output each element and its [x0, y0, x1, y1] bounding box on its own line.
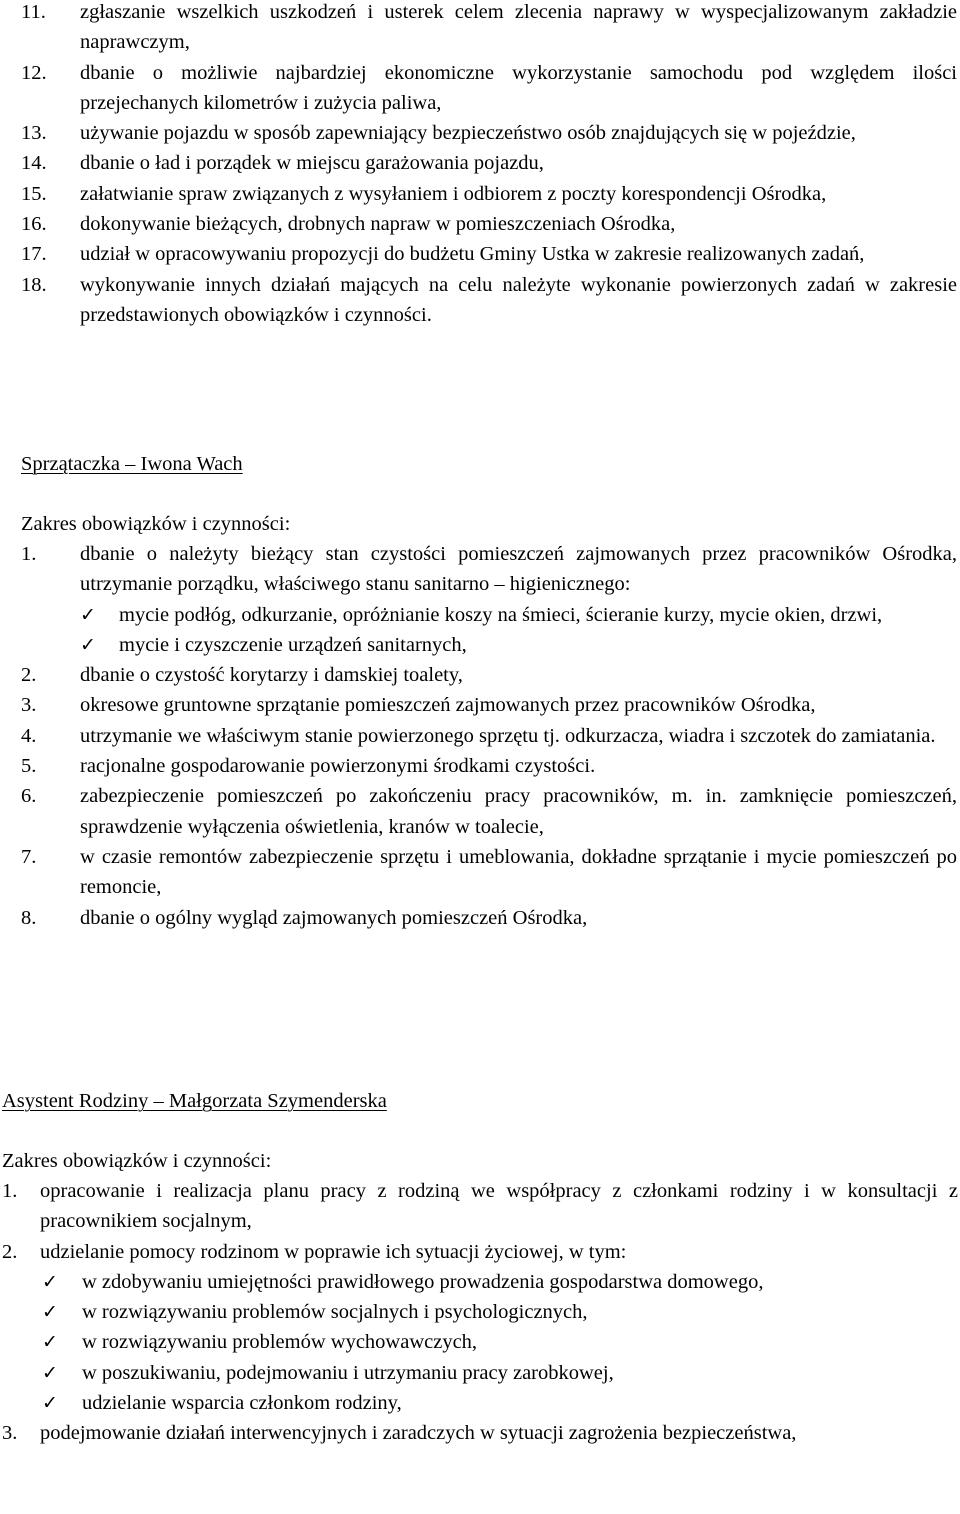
item-number: 3.	[21, 694, 37, 717]
section-heading-assistant: Asystent Rodziny – Małgorzata Szymenderska	[2, 1090, 387, 1112]
list-item	[2, 1418, 958, 1448]
sub-list-item	[2, 1327, 958, 1357]
check-icon: ✓	[42, 1301, 58, 1324]
scope-label: Zakres obowiązków i czynności:	[21, 513, 291, 535]
item-number: 5.	[21, 755, 37, 778]
item-number: 2.	[2, 1240, 18, 1263]
check-icon: ✓	[42, 1392, 58, 1415]
item-number: 7.	[21, 845, 37, 868]
item-text: dbanie o ogólny wygląd zajmowanych pomieszczeń Ośrodka,	[80, 906, 588, 929]
sub-item-text: w rozwiązywaniu problemów socjalnych i psychologicznych,	[82, 1301, 588, 1324]
sub-list-item	[79, 600, 956, 630]
list-item	[21, 270, 957, 331]
list-item	[21, 690, 957, 720]
item-number: 11.	[21, 1, 46, 23]
sub-item-text: w zdobywaniu umiejętności prawidłowego prowadzenia gospodarstwa domowego,	[82, 1270, 764, 1293]
sub-list-item	[2, 1358, 958, 1388]
cleaner-duties-list	[21, 539, 957, 933]
item-number: 6.	[21, 785, 37, 808]
list-item	[21, 0, 957, 58]
item-number: 14.	[21, 152, 47, 175]
assistant-duties-list	[2, 1176, 958, 1449]
list-item	[21, 903, 957, 933]
item-number: 18.	[21, 273, 47, 296]
item-text: opracowanie i realizacja planu pracy z rodziną we współpracy z członkami rodziny i w konsultacji z pracownikiem socjalnym,	[40, 1180, 958, 1233]
section-heading-cleaner: Sprzątaczka – Iwona Wach	[21, 453, 243, 475]
item-text: zabezpieczenie pomieszczeń po zakończeniu pracy pracowników, m. in. zamknięcie pomieszczeń, sprawdzenie wyłączenia oświetlenia, kranów w toalecie,	[80, 785, 957, 838]
sub-list	[80, 600, 957, 661]
item-number: 12.	[21, 61, 47, 84]
list-item	[2, 1176, 958, 1237]
sub-list-item	[2, 1297, 958, 1327]
item-number: 1.	[21, 543, 37, 565]
item-text: racjonalne gospodarowanie powierzonymi środkami czystości.	[80, 755, 596, 778]
list-item	[21, 539, 957, 660]
item-text: okresowe gruntowne sprzątanie pomieszczeń zajmowanych przez pracowników Ośrodka,	[80, 694, 816, 717]
sub-item-text: w rozwiązywaniu problemów wychowawczych,	[82, 1331, 478, 1354]
item-text: w czasie remontów zabezpieczenie sprzętu i umeblowania, dokładne sprzątanie i mycie pomieszczeń po remoncie,	[80, 845, 957, 899]
item-number: 2.	[21, 664, 37, 687]
sub-item-text: mycie i czyszczenie urządzeń sanitarnych,	[119, 633, 467, 656]
list-item	[21, 209, 957, 239]
sub-item-text: mycie podłóg, odkurzanie, opróżnianie koszy na śmieci, ścieranie kurzy, mycie okien, drzwi,	[119, 603, 883, 626]
item-number: 15.	[21, 182, 47, 205]
item-text: udział w opracowywaniu propozycji do budżetu Gminy Ustka w zakresie realizowanych zadań,	[80, 243, 865, 266]
list-item	[21, 781, 957, 842]
item-text: utrzymanie we właściwym stanie powierzonego sprzętu tj. odkurzacza, wiadra i szczotek do zamiatania.	[80, 724, 936, 747]
item-text: dbanie o należyty bieżący stan czystości pomieszczeń zajmowanych przez pracowników Ośrodka, utrzymanie porządku, właściwego stanu sanitarno – higienicznego:	[80, 543, 957, 596]
item-number: 17.	[21, 243, 47, 266]
sub-list	[40, 1267, 958, 1418]
check-icon: ✓	[80, 603, 96, 626]
item-text: dbanie o ład i porządek w miejscu garażowania pojazdu,	[80, 152, 544, 175]
item-text: załatwianie spraw związanych z wysyłaniem i odbiorem z poczty korespondencji Ośrodka,	[80, 182, 827, 205]
list-item	[21, 239, 957, 269]
item-number: 8.	[21, 906, 37, 929]
item-number: 16.	[21, 213, 47, 236]
list-item	[21, 58, 957, 119]
item-text: udzielanie pomocy rodzinom w poprawie ich sytuacji życiowej, w tym:	[40, 1240, 627, 1263]
item-text: dbanie o możliwie najbardziej ekonomiczne wykorzystanie samochodu pod względem ilości przejechanych kilometrów i zużycia paliwa,	[80, 61, 957, 114]
check-icon: ✓	[80, 633, 96, 656]
item-text: dbanie o czystość korytarzy i damskiej toalety,	[80, 664, 463, 687]
list-item	[21, 721, 957, 751]
scope-label: Zakres obowiązków i czynności:	[2, 1150, 272, 1172]
list-item	[2, 1237, 958, 1419]
list-item	[21, 118, 957, 148]
list-item	[21, 660, 957, 690]
item-number: 3.	[2, 1422, 18, 1445]
item-text: zgłaszanie wszelkich uszkodzeń i usterek celem zlecenia naprawy w wyspecjalizowanym zakładzie naprawczym,	[80, 1, 957, 54]
list-item	[21, 842, 957, 903]
check-icon: ✓	[42, 1331, 58, 1354]
sub-item-text: udzielanie wsparcia członkom rodziny,	[82, 1392, 402, 1415]
check-icon: ✓	[42, 1361, 58, 1384]
item-text: używanie pojazdu w sposób zapewniający bezpieczeństwo osób znajdujących się w pojeździe,	[80, 122, 856, 145]
sub-item-text: w poszukiwaniu, podejmowaniu i utrzymaniu pracy zarobkowej,	[82, 1361, 614, 1384]
item-number: 13.	[21, 122, 47, 145]
item-number: 4.	[21, 724, 37, 747]
item-text: podejmowanie działań interwencyjnych i zaradczych w sytuacji zagrożenia bezpieczeństwa,	[40, 1422, 797, 1445]
item-text: wykonywanie innych działań mających na celu należyte wykonanie powierzonych zadań w zakresie przedstawionych obowiązków i czynności.	[80, 273, 957, 326]
sub-list-item	[2, 1388, 958, 1418]
list-item	[21, 179, 957, 209]
list-item	[21, 148, 957, 178]
sub-list-item	[2, 1267, 958, 1297]
sub-list-item	[79, 630, 956, 660]
driver-duties-list	[21, 0, 957, 330]
item-text: dokonywanie bieżących, drobnych napraw w pomieszczeniach Ośrodka,	[80, 213, 676, 236]
list-item	[21, 751, 957, 781]
check-icon: ✓	[42, 1270, 58, 1293]
item-number: 1.	[2, 1180, 18, 1202]
